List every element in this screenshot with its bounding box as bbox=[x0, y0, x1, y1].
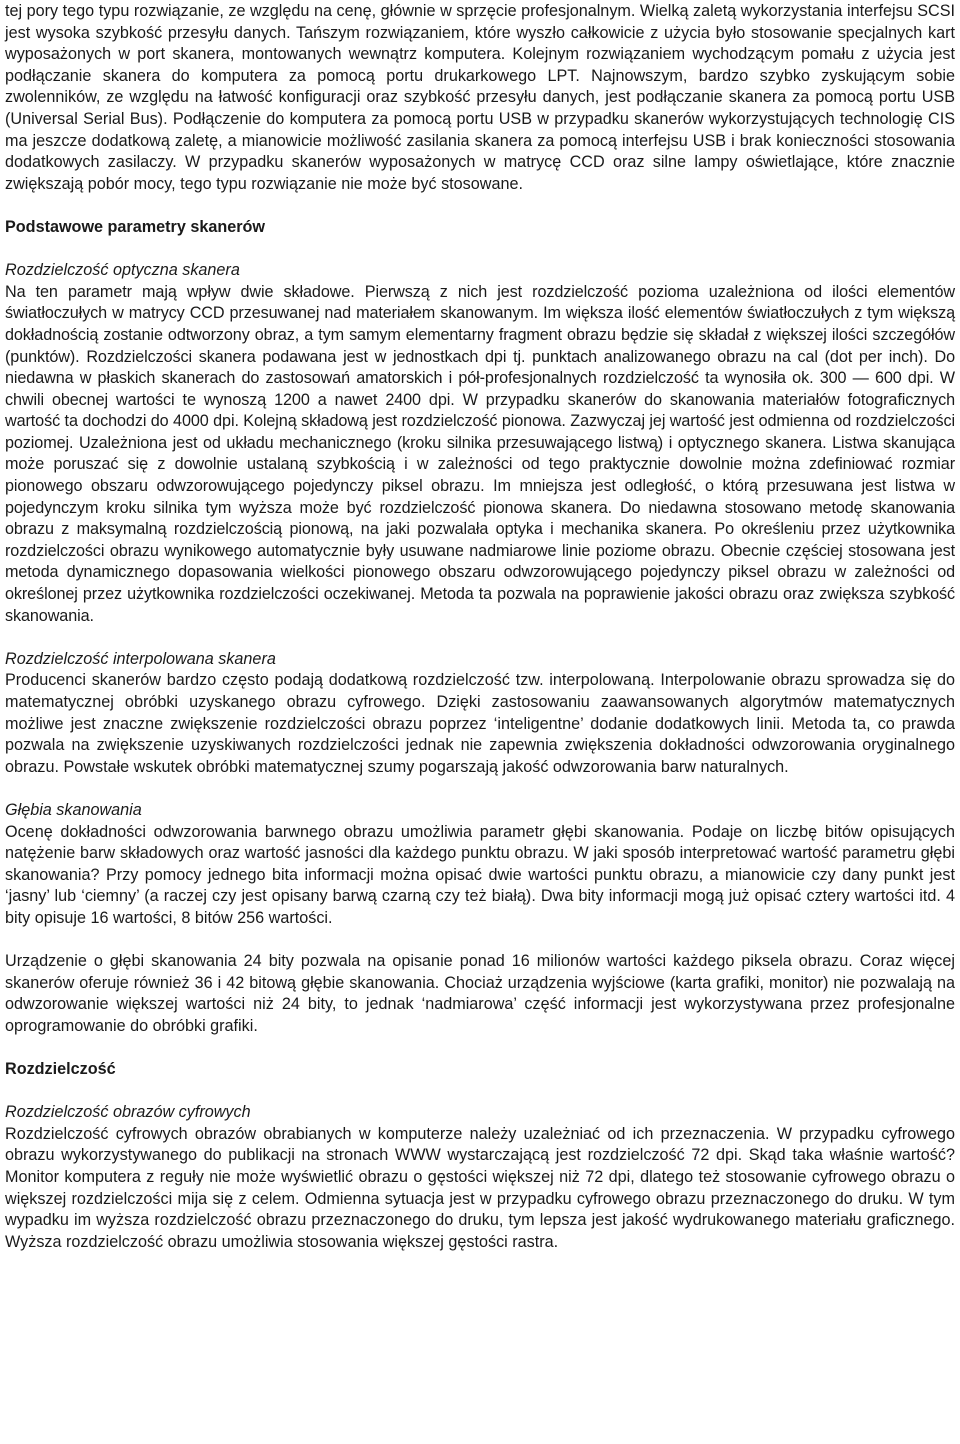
spacer bbox=[5, 1038, 955, 1060]
spacer bbox=[5, 1081, 955, 1103]
section-heading-resolution: Rozdzielczość bbox=[5, 1060, 116, 1079]
subheading-digital-images-resolution: Rozdzielczość obrazów cyfrowych bbox=[5, 1103, 251, 1122]
spacer bbox=[5, 778, 955, 800]
subheading-scan-depth: Głębia skanowania bbox=[5, 800, 142, 819]
intro-paragraph: tej pory tego typu rozwiązanie, ze względu na cenę, głównie w sprzęcie profesjonalnym. Wielką zaletą wykorzystania interfejsu SCSI jest wysoka szybkość przesyłu danych. Tańszym rozwiązaniem, które wyszło całkowicie z użycia było stosowanie specjalnych kart wyposażonych w port skanera, montowanych wewnątrz komputera. Kolejnym rozwiązaniem wychodzącym pomału z użycia jest podłączanie skanera do komputera za pomocą portu drukarkowego LPT. Najnowszym, bardzo szybko zyskującym sobie zwolenników, ze względu na łatwość konfiguracji oraz szybkość przesyłu danych, jest podłączanie skanera za pomocą portu USB (Universal Serial Bus). Podłączenie do komputera za pomocą portu USB w przypadku skanerów wykorzystujących technologię CIS ma jeszcze dodatkową zaletę, a mianowicie możliwość zasilania skanera za pomocą interfejsu USB i brak konieczności stosowania dodatkowych zasilaczy. W przypadku skanerów wyposażonych w matrycę CCD oraz silne lampy oświetlające, które znacznie zwiększają pobór mocy, tego typu rozwiązanie nie może być stosowane. bbox=[5, 2, 955, 193]
subheading-optical-resolution: Rozdzielczość optyczna skanera bbox=[5, 261, 240, 280]
section-heading-parameters: Podstawowe parametry skanerów bbox=[5, 217, 265, 236]
spacer bbox=[5, 930, 955, 952]
digital-images-resolution-paragraph: Rozdzielczość cyfrowych obrazów obrabianych w komputerze należy uzależniać od ich przeznaczenia. W przypadku cyfrowego obrazu wykorzystywanego do publikacji na stronach WWW wystarczającą jest rozdzielczość 72 dpi. Skąd taka właśnie wartość? Monitor komputera z reguły nie może wyświetlić obrazu o gęstości większej niż 72 dpi, dlatego też stosowanie cyfrowego obrazu o większej rozdzielczości mija się z celem. Odmienna sytuacja jest w przypadku cyfrowego obrazu przeznaczonego do druku. W tym wypadku im wyższa rozdzielczość obrazu przeznaczonego do druku, tym lepsza jest jakość wydrukowanego materiału graficznego. Wyższa rozdzielczość obrazu umożliwia stosowania większej gęstości rastra. bbox=[5, 1124, 955, 1251]
spacer bbox=[5, 195, 955, 217]
scan-depth-paragraph: Ocenę dokładności odwzorowania barwnego obrazu umożliwia parametr głębi skanowania. Podaje on liczbę bitów opisujących natężenie barw składowych oraz wartość jasności dla każdego punktu obrazu. W jaki sposób interpretować wartość parametru głębi skanowania? Przy pomocy jednego bita informacji można opisać dwie wartości punktu obrazu, a mianowicie czy dany punkt jest ‘jasny’ lub ‘ciemny’ (a raczej czy jest opisany barwą czarną czy też białą). Dwa bity informacji mogą już opisać cztery wartości itd. 4 bity opisuje 16 wartości, 8 bitów 256 wartości. bbox=[5, 822, 955, 927]
spacer bbox=[5, 239, 955, 261]
optical-resolution-paragraph: Na ten parametr mają wpływ dwie składowe. Pierwszą z nich jest rozdzielczość pozioma uzależniona od ilości elementów światłoczułych w matrycy CCD przesuwanej nad materiałem skanowanym. Im większa ilość elementów światłoczułych z tym większą dokładnością zostanie odtworzony obraz, a tym samym elementarny fragment obrazu będzie się składał z większej ilości szczegółów (punktów). Rozdzielczości skanera podawana jest w jednostkach dpi tj. punktach analizowanego obrazu na cal (dot per inch). Do niedawna w płaskich skanerach do zastosowań amatorskich i pół-profesjonalnych rozdzielczość ta wynosiła ok. 300 — 600 dpi. W chwili obecnej wartości te wynoszą 1200 a nawet 2400 dpi. W przypadku skanerów do skanowania materiałów fotograficznych wartość ta dochodzi do 4000 dpi. Kolejną składową jest rozdzielczość pionowa. Zazwyczaj jej wartość jest odmienna od rozdzielczości poziomej. Uzależniona jest od układu mechanicznego (kroku silnika przesuwającego listwą) i optycznego skanera. Listwa skanująca może poruszać się z dowolnie ustalaną szybkością i w zależności od tego praktycznie dowolnie można zdefiniować rozmiar pionowego obszaru odwzorowującego pojedynczy piksel obrazu. Im mniejsza jest odległość, o którą przesuwana jest listwa w pojedynczym kroku silnika tym wyższa może być rozdzielczość pionowa skanera. Do niedawna stosowano metodę skanowania obrazu z maksymalną rozdzielczością pionową, na jaki pozwalała optyka i mechanika skanera. Po określeniu przez użytkownika rozdzielczości obrazu wynikowego automatycznie były usuwane nadmiarowe linie poziome obrazu. Obecnie częściej stosowana jest metoda dynamicznego dopasowania wielkości pionowego obszaru odwzorowującego pojedynczy piksel obrazu w zależności od określonej przez użytkownika rozdzielczości oczekiwanej. Metoda ta pozwala na poprawienie jakości obrazu oraz zwiększa szybkość skanowania. bbox=[5, 282, 955, 625]
scan-depth-paragraph-2: Urządzenie o głębi skanowania 24 bity pozwala na opisanie ponad 16 milionów wartości każdego piksela obrazu. Coraz więcej skanerów oferuje również 36 i 42 bitową głębie skanowania. Chociaż urządzenia wyjściowe (karta grafiki, monitor) nie pozwalają na odwzorowanie większej wartości niż 24 bity, to jednak ‘nadmiarowa’ część informacji jest wykorzystywana przez profesjonalne oprogramowanie do obróbki grafiki. bbox=[5, 952, 955, 1035]
spacer bbox=[5, 627, 955, 649]
interpolated-resolution-paragraph: Producenci skanerów bardzo często podają dodatkową rozdzielczość tzw. interpolowaną. Interpolowanie obrazu sprowadza się do matematycznej obróbki uzyskanego obrazu cyfrowego. Dzięki zastosowaniu zaawansowanych algorytmów matematycznych możliwe jest znaczne zwiększenie rozdzielczości obrazu poprzez ‘inteligentne’ dodanie dodatkowych linii. Metoda ta, co prawda pozwala na zwiększenie uzyskiwanych rozdzielczości jednak nie zapewnia zwiększenia dokładności odwzorowania oryginalnego obrazu. Powstałe wskutek obróbki matematycznej szumy pogarszają jakość odwzorowania barw naturalnych. bbox=[5, 671, 955, 776]
subheading-interpolated-resolution: Rozdzielczość interpolowana skanera bbox=[5, 649, 276, 668]
